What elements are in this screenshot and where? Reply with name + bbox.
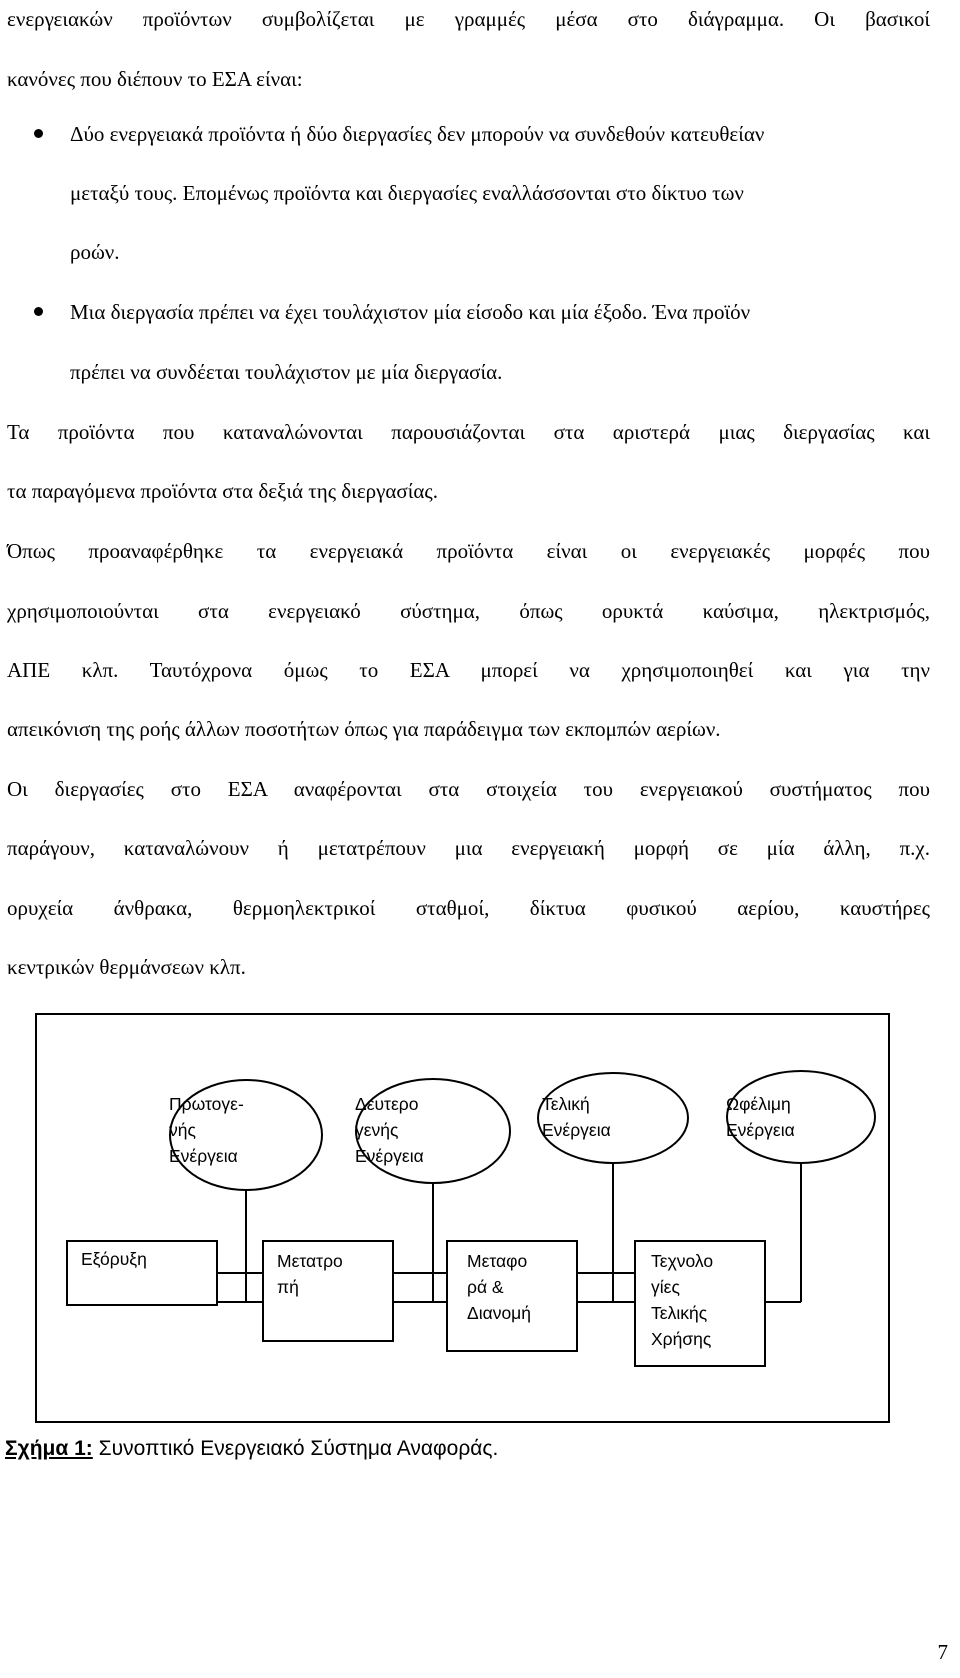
bullet-line: ροών. [70, 240, 120, 264]
figure-caption [5, 1437, 498, 1461]
label-line: Δευτερο [355, 1094, 419, 1114]
label-line: Τελικής [651, 1303, 708, 1323]
label-line: Μεταφο [467, 1251, 528, 1271]
label-line: Τεχνολο [651, 1251, 714, 1271]
label-line: νής [169, 1120, 196, 1140]
energy-form-primary [169, 1091, 244, 1169]
label-line: Χρήσης [651, 1329, 712, 1349]
label-line: Τελική [542, 1094, 590, 1114]
bullet-line: Δύο ενεργειακά προϊόντα ή δύο διεργασίες δεν μπορούν να συνδεθούν κατευθείαν [70, 122, 765, 146]
energy-form-useful [726, 1091, 795, 1143]
process-distribution [467, 1248, 531, 1326]
page-number: 7 [937, 1640, 948, 1664]
paragraph-line: Οι διεργασίες στο ΕΣΑ αναφέρονται στα στοιχεία του ενεργειακού συστήματος που [7, 777, 930, 801]
label-line: Πρωτογε- [169, 1094, 244, 1114]
label-line: ρά & [467, 1277, 504, 1297]
process-conversion [277, 1248, 343, 1300]
energy-system-diagram [35, 1013, 890, 1423]
label-line: γενής [355, 1120, 399, 1140]
label-line: Εξόρυξη [81, 1249, 147, 1269]
bullet-marker [34, 129, 43, 138]
energy-form-secondary [355, 1091, 424, 1169]
bullet-line: μεταξύ τους. Επομένως προϊόντα και διεργασίες εναλλάσσονται στο δίκτυο των [70, 181, 744, 205]
bullet-line: πρέπει να συνδέεται τουλάχιστον με μία διεργασία. [70, 360, 503, 384]
label-line: Ωφέλιμη [726, 1094, 791, 1114]
caption-label: Σχήμα 1: [5, 1437, 93, 1460]
bullet-line: Μια διεργασία πρέπει να έχει τουλάχιστον μία είσοδο και μία έξοδο. Ένα προϊόν [70, 300, 751, 324]
label-line: Μετατρο [277, 1251, 343, 1271]
label-line: Ενέργεια [726, 1120, 795, 1140]
label-line: γίες [651, 1277, 680, 1297]
energy-form-final [542, 1091, 611, 1143]
paragraph-line: κανόνες που διέπουν το ΕΣΑ είναι: [7, 67, 303, 91]
paragraph-line: ορυχεία άνθρακα, θερμοηλεκτρικοί σταθμοί, δίκτυα φυσικού αερίου, καυστήρες [7, 896, 930, 920]
label-line: Ενέργεια [542, 1120, 611, 1140]
paragraph-line: παράγουν, καταναλώνουν ή μετατρέπουν μια ενεργειακή μορφή σε μία άλλη, π.χ. [7, 836, 930, 860]
paragraph-line: απεικόνιση της ροής άλλων ποσοτήτων όπως για παράδειγμα των εκπομπών αερίων. [7, 717, 721, 741]
paragraph-line: ενεργειακών προϊόντων συμβολίζεται με γραμμές μέσα στο διάγραμμα. Οι βασικοί [7, 7, 930, 31]
paragraph-line: τα παραγόμενα προϊόντα στα δεξιά της διεργασίας. [7, 479, 438, 503]
label-line: πή [277, 1277, 299, 1297]
diagram-connectors [35, 1013, 890, 1423]
label-line: Ενέργεια [355, 1146, 424, 1166]
label-line: Διανομή [467, 1303, 531, 1323]
bullet-marker [34, 307, 43, 316]
paragraph-line: κεντρικών θερμάνσεων κλπ. [7, 955, 246, 979]
label-line: Ενέργεια [169, 1146, 238, 1166]
paragraph-line: ΑΠΕ κλπ. Ταυτόχρονα όμως το ΕΣΑ μπορεί να χρησιμοποιηθεί και για την [7, 658, 930, 682]
paragraph-line: χρησιμοποιούνται στα ενεργειακό σύστημα, όπως ορυκτά καύσιμα, ηλεκτρισμός, [7, 599, 930, 623]
paragraph-line: Όπως προαναφέρθηκε τα ενεργειακά προϊόντα είναι οι ενεργειακές μορφές που [7, 539, 930, 563]
process-extraction [81, 1246, 147, 1272]
paragraph-line: Τα προϊόντα που καταναλώνονται παρουσιάζονται στα αριστερά μιας διεργασίας και [7, 420, 930, 444]
process-end-use [651, 1248, 713, 1352]
caption-text: Συνοπτικό Ενεργειακό Σύστημα Αναφοράς. [98, 1437, 499, 1460]
